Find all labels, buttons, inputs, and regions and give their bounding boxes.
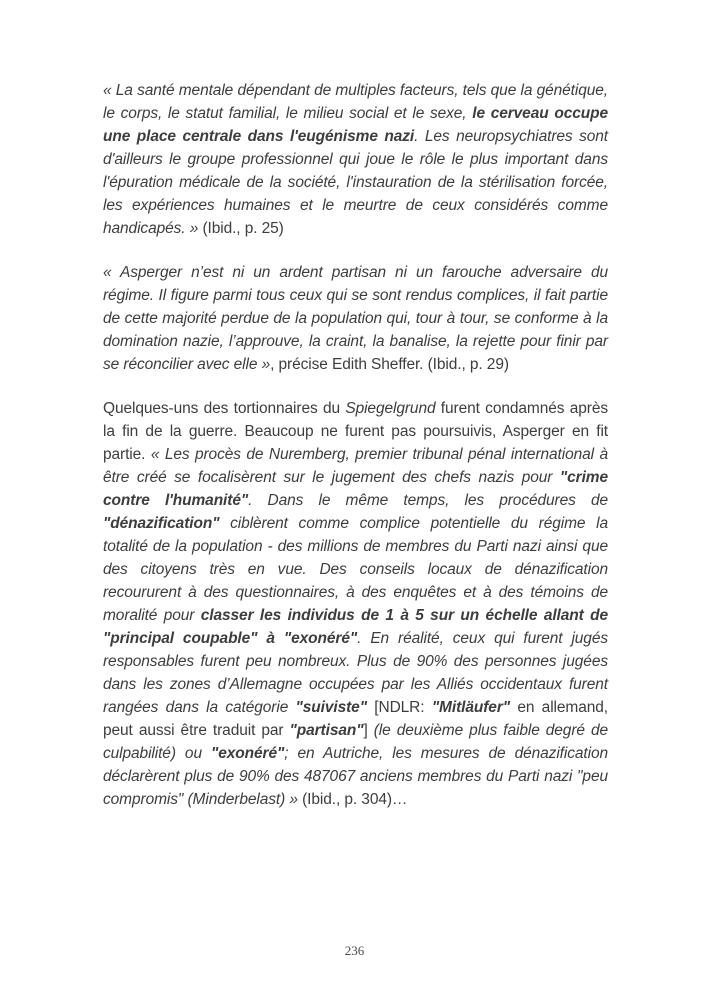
text-run-regular: Quelques-uns des tortionnaires du xyxy=(103,400,346,417)
text-run-italic: ciblèrent comme complice potentielle du régime la totalité de la population - des millions de membres du Parti nazi ainsi que des citoyens très en vue. Des conseils locaux de dénazification recoururent à des questionnaires, à des enquêtes et à des témoins de moralité pour xyxy=(103,515,608,624)
text-run-bolditalic: "dénazification" xyxy=(103,515,220,532)
text-run-bolditalic: "partisan" xyxy=(289,722,364,739)
text-run-italic: . Dans le même temps, les procédures de xyxy=(248,492,608,509)
text-run-italic: « Asperger n’est ni un ardent partisan ni un farouche adversaire du régime. Il figure parmi tous ceux qui se sont rendus complices, il fait partie de cette majorité perdue de la population qui, tour à tour, se conforme à la domination nazie, l’approuve, la craint, la banalise, la rejette pour finir par se réconcilier avec elle » xyxy=(103,264,608,373)
text-run-regular: (Ibid., p. 25) xyxy=(198,220,284,237)
paragraph-denazification xyxy=(103,397,608,811)
text-run-italic: « La santé mentale dépendant de multiples facteurs, tels que la génétique, le corps, le statut familial, le milieu social et le sexe, xyxy=(103,82,608,122)
text-run-italic: Spiegelgrund xyxy=(345,400,436,417)
text-run-italic: . En réalité, ceux qui furent jugés responsables furent peu nombreux. Plus de 90% des personnes jugées dans les zones d’Allemagne occupées par les Alliés occidentaux furent rangées dans la catégorie xyxy=(103,630,608,716)
text-run-bolditalic: "exonéré" xyxy=(210,745,285,762)
text-run-bolditalic: le cerveau occupe une place centrale dans l'eugénisme nazi xyxy=(103,105,608,145)
text-run-italic: . Les neuropsychiatres sont d'ailleurs le groupe professionnel qui joue le rôle le plus important dans l'épuration médicale de la société, l'instauration de la stérilisation forcée, les expériences humaines et le meurtre de ceux considérés comme handicapés. » xyxy=(103,128,608,237)
text-run-bolditalic: "suiviste" xyxy=(295,699,367,716)
paragraph-quote-asperger xyxy=(103,261,608,376)
text-run-bolditalic: "crime contre l'humanité" xyxy=(103,469,608,509)
text-run-bolditalic: "Mitläufer" xyxy=(431,699,510,716)
text-run-regular: ] xyxy=(363,722,374,739)
text-run-regular: , précise Edith Sheffer. (Ibid., p. 29) xyxy=(270,356,509,373)
text-run-italic: « Les procès de Nuremberg, premier tribunal pénal international à être créé se focalisèrent sur le jugement des chefs nazis pour xyxy=(103,446,608,486)
page-content xyxy=(103,79,608,832)
text-run-italic: (le deuxième plus faible degré de culpabilité) ou xyxy=(103,722,608,762)
text-run-regular: en allemand, peut aussi être traduit par xyxy=(103,699,608,739)
text-run-italic: ; en Autriche, les mesures de dénazification déclarèrent plus de 90% des 487067 anciens membres du Parti nazi "peu compromis" (Minderbelast) » xyxy=(103,745,608,808)
page-number: 236 xyxy=(344,943,365,958)
text-run-regular: furent condamnés après la fin de la guerre. Beaucoup ne furent pas poursuivis, Asperger en fit partie. xyxy=(103,400,608,463)
text-run-bolditalic: classer les individus de 1 à 5 sur un échelle allant de "principal coupable" à "exonéré" xyxy=(103,607,608,647)
text-run-regular: [NDLR: xyxy=(366,699,432,716)
paragraph-quote-eugenisme xyxy=(103,79,608,240)
text-run-regular: (Ibid., p. 304)… xyxy=(297,791,408,808)
